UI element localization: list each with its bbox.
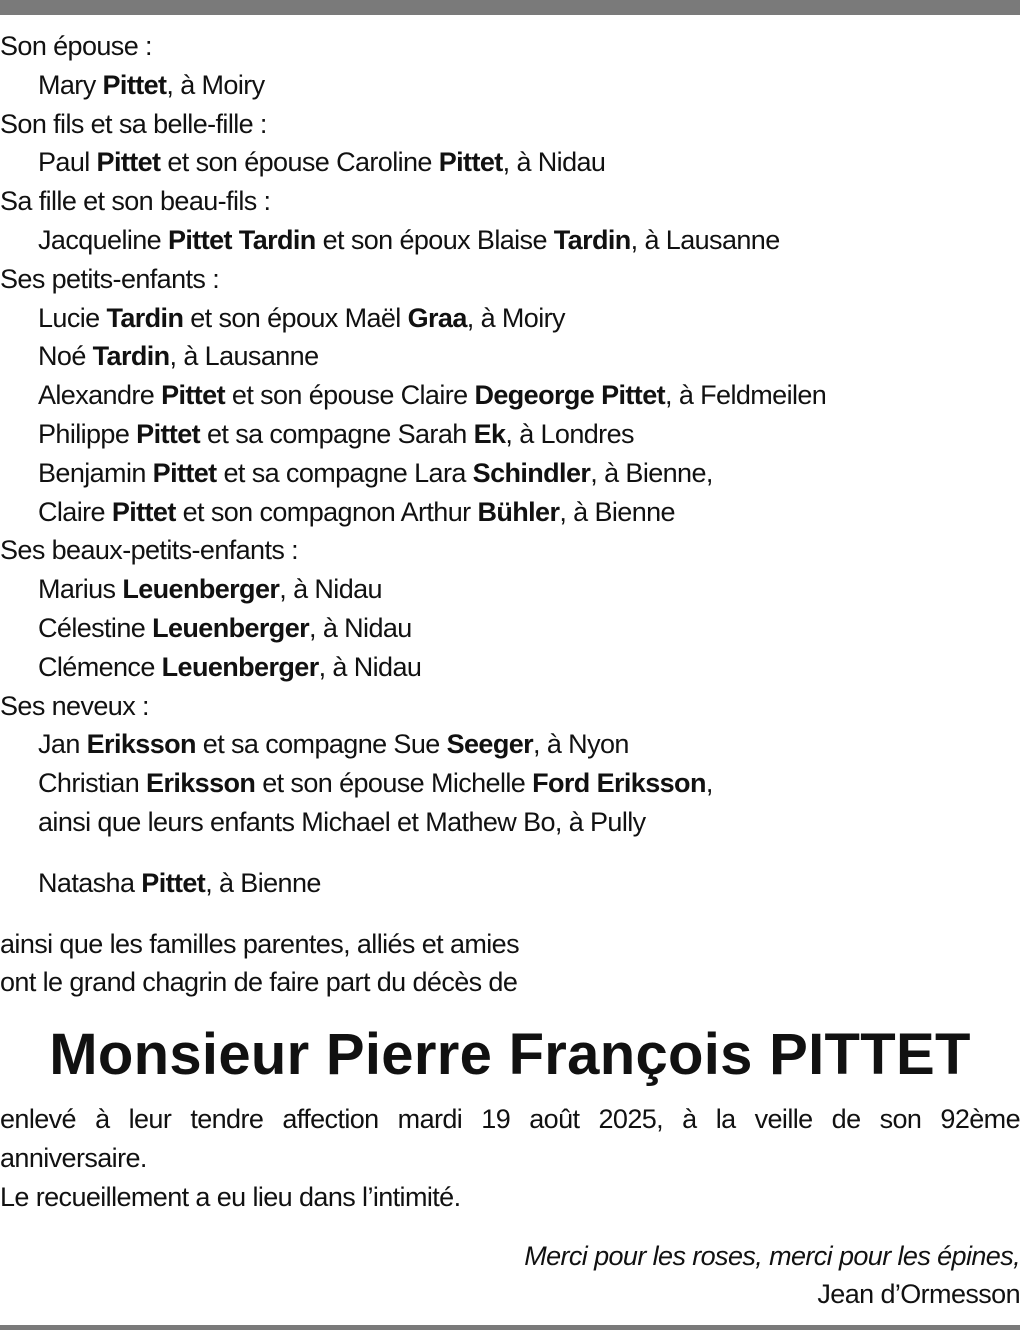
text-fragment: , à Moiry xyxy=(166,69,265,100)
text-fragment: Jan xyxy=(38,729,87,760)
text-fragment: Natasha xyxy=(38,867,142,898)
surname: Pittet Tardin xyxy=(168,224,316,255)
top-rule xyxy=(0,0,1020,15)
text-fragment: Philippe xyxy=(38,418,137,449)
text-fragment: Célestine xyxy=(38,612,153,643)
text-fragment: et sa compagne Sue xyxy=(195,729,447,760)
text-fragment: Mary xyxy=(38,69,103,100)
text-fragment: Ses neveux : xyxy=(0,690,149,721)
surname: Eriksson xyxy=(86,729,196,760)
text-fragment: Alexandre xyxy=(38,380,162,411)
text-fragment: , à Moiry xyxy=(466,302,565,333)
surname: Leuenberger xyxy=(161,651,319,682)
text-fragment: Marius xyxy=(38,574,123,605)
family-member-line xyxy=(0,376,1020,415)
relation-heading xyxy=(0,925,1020,964)
surname: Pittet xyxy=(111,496,176,527)
text-fragment: , à Nyon xyxy=(533,729,629,760)
text-fragment: , à Bienne, xyxy=(590,457,713,488)
text-fragment: Paul xyxy=(38,147,97,178)
family-member-line xyxy=(0,764,1020,803)
text-fragment: Ses beaux-petits-enfants : xyxy=(0,535,299,566)
text-fragment: et son épouse Michelle xyxy=(255,768,533,799)
text-fragment: , à Lausanne xyxy=(630,224,780,255)
family-member-line xyxy=(0,725,1020,764)
text-fragment: et son épouse Claire xyxy=(225,380,475,411)
surname: Graa xyxy=(407,302,467,333)
ceremony-note: Le recueillement a eu lieu dans l’intimité. xyxy=(0,1181,461,1212)
family-member-line xyxy=(0,803,1020,842)
family-member-line xyxy=(0,415,1020,454)
surname: Pittet xyxy=(161,380,225,411)
surname: Pittet xyxy=(136,418,201,449)
family-member-line xyxy=(0,609,1020,648)
surname: Seeger xyxy=(446,729,534,760)
death-announcement-continuation: anniversaire. xyxy=(0,1142,147,1173)
text-fragment: Christian xyxy=(38,768,147,799)
family-member-line xyxy=(0,337,1020,376)
family-member-line xyxy=(0,454,1020,493)
surname: Bühler xyxy=(477,496,560,527)
spacer xyxy=(0,903,1020,925)
relation-heading xyxy=(0,963,1020,1002)
surname: Leuenberger xyxy=(152,612,310,643)
text-fragment: , à Nidau xyxy=(279,574,382,605)
text-fragment: , à Bienne xyxy=(559,496,675,527)
text-fragment: et son époux Maël xyxy=(183,302,408,333)
surname: Degeorge Pittet xyxy=(474,380,666,411)
relation-heading xyxy=(0,27,1020,66)
quote: Merci pour les roses, merci pour les épines, xyxy=(524,1240,1020,1271)
text-fragment: et sa compagne Lara xyxy=(216,457,473,488)
text-fragment: , à Lausanne xyxy=(169,341,319,372)
text-fragment: ainsi que les familles parentes, alliés et amies xyxy=(0,928,519,959)
text-fragment: Son épouse : xyxy=(0,31,152,61)
death-announcement-line: enlevé à leur tendre affection mardi 19 août 2025, à la veille de son 92ème xyxy=(0,1104,1020,1135)
relation-heading xyxy=(0,182,1020,221)
surname: Pittet xyxy=(96,147,161,178)
family-list xyxy=(0,27,1020,1002)
text-fragment: , à Nidau xyxy=(502,147,606,178)
text-fragment: Claire xyxy=(38,496,112,527)
text-fragment: Benjamin xyxy=(38,457,153,488)
spacer xyxy=(0,842,1020,864)
text-fragment: , à Feldmeilen xyxy=(665,380,827,411)
text-fragment: Sa fille et son beau-fils : xyxy=(0,186,271,217)
surname: Ford Eriksson xyxy=(532,768,706,799)
text-fragment: Lucie xyxy=(38,302,107,333)
family-member-line xyxy=(0,299,1020,338)
obituary-notice xyxy=(0,27,1020,1314)
relation-heading xyxy=(0,531,1020,570)
surname: Schindler xyxy=(472,457,591,488)
surname: Ek xyxy=(473,418,506,449)
deceased-name: Monsieur Pierre François PITTET xyxy=(49,1022,971,1088)
surname: Pittet xyxy=(152,457,217,488)
relation-heading xyxy=(0,687,1020,726)
family-member-line xyxy=(0,221,1020,260)
surname: Leuenberger xyxy=(122,574,280,605)
text-fragment: , à Bienne xyxy=(205,867,321,898)
text-fragment: ont le grand chagrin de faire part du décès de xyxy=(0,967,518,998)
surname: Pittet xyxy=(102,69,167,100)
relation-heading xyxy=(0,105,1020,144)
surname: Tardin xyxy=(106,302,184,333)
surname: Pittet xyxy=(438,147,503,178)
surname: Tardin xyxy=(553,224,631,255)
text-fragment: et sa compagne Sarah xyxy=(200,418,474,449)
relation-heading xyxy=(0,260,1020,299)
text-fragment: ainsi que leurs enfants Michael et Mathew Bo, à Pully xyxy=(38,806,646,837)
family-member-line xyxy=(0,493,1020,532)
family-member-line xyxy=(0,864,1020,903)
surname: Pittet xyxy=(141,867,206,898)
text-fragment: et son épouse Caroline xyxy=(160,147,439,178)
text-fragment: , à Nidau xyxy=(309,612,412,643)
family-member-line xyxy=(0,143,1020,182)
text-fragment: Jacqueline xyxy=(38,224,168,255)
text-fragment: Clémence xyxy=(38,651,162,682)
text-fragment: Ses petits-enfants : xyxy=(0,263,220,294)
text-fragment: et son époux Blaise xyxy=(315,224,554,255)
quote-author: Jean d’Ormesson xyxy=(817,1279,1020,1310)
surname: Tardin xyxy=(92,341,170,372)
text-fragment: et son compagnon Arthur xyxy=(175,496,478,527)
text-fragment: , à Londres xyxy=(505,418,634,449)
surname: Eriksson xyxy=(146,768,256,799)
bottom-rule xyxy=(0,1325,1020,1330)
family-member-line xyxy=(0,648,1020,687)
text-fragment: , à Nidau xyxy=(318,651,422,682)
text-fragment: Son fils et sa belle-fille : xyxy=(0,108,267,139)
text-fragment: Noé xyxy=(38,341,93,372)
text-fragment: , xyxy=(705,768,713,799)
family-member-line xyxy=(0,570,1020,609)
family-member-line xyxy=(0,66,1020,105)
